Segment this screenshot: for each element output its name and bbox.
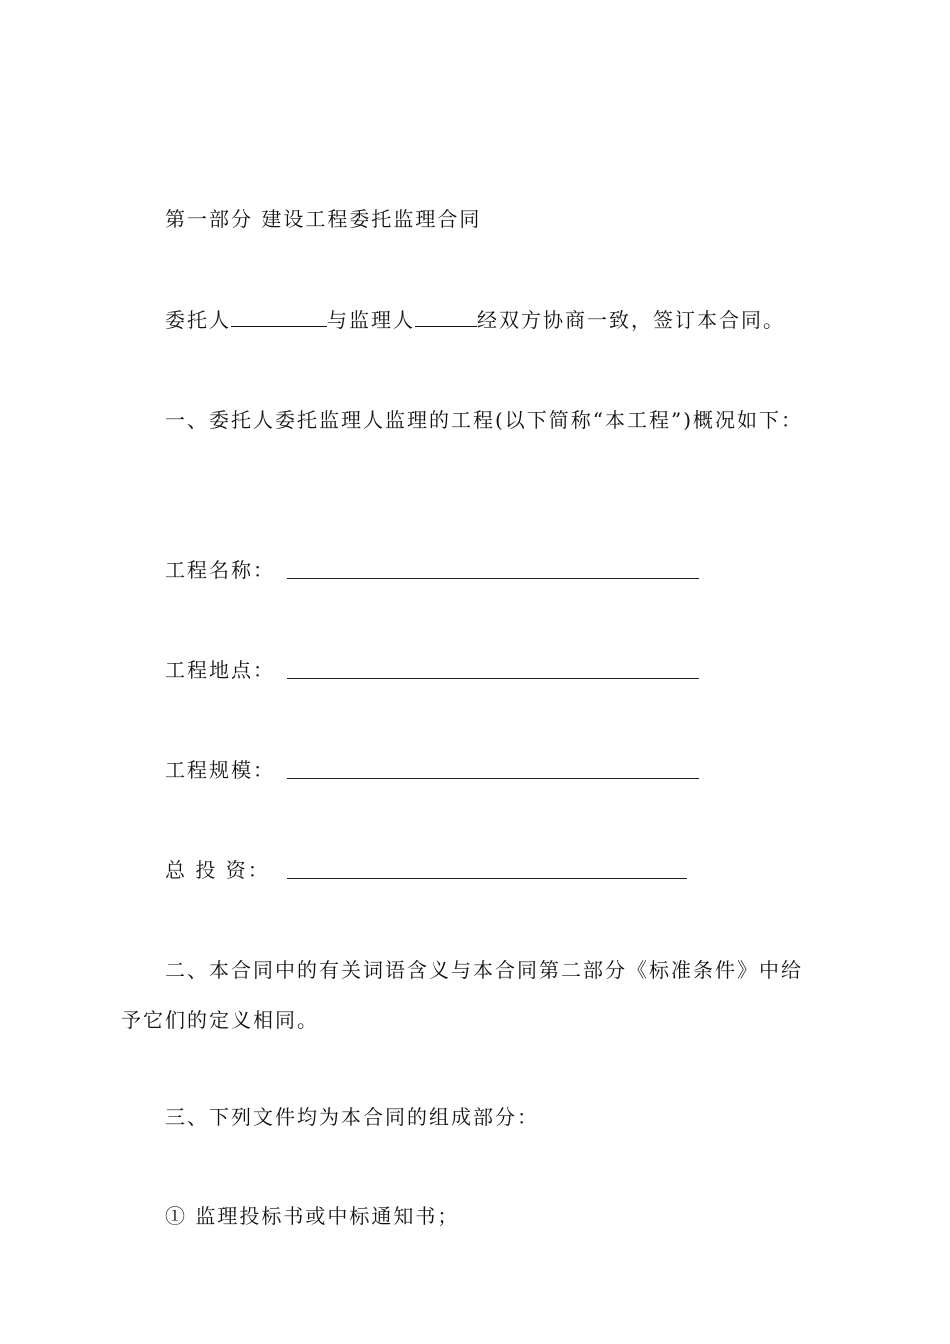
project-scale-blank — [287, 777, 699, 779]
project-name-blank — [287, 577, 699, 579]
supervisor-label: 与监理人 — [327, 308, 415, 332]
page-title: 第一部分 建设工程委托监理合同 — [165, 207, 482, 231]
supervisor-blank — [415, 308, 477, 327]
clause-two-line-2: 予它们的定义相同。 — [121, 1008, 319, 1032]
clause-two-line-1: 二、本合同中的有关词语含义与本合同第二部分《标准条件》中给 — [165, 958, 803, 982]
parties-line — [165, 307, 785, 333]
client-label: 委托人 — [165, 308, 231, 332]
project-scale-label: 工程规模： — [165, 758, 275, 782]
project-location-label: 工程地点： — [165, 658, 275, 682]
document-item-1: ① 监理投标书或中标通知书； — [165, 1204, 460, 1228]
total-investment-blank — [287, 877, 687, 879]
project-location-blank — [287, 677, 699, 679]
agreement-text: 经双方协商一致，签订本合同。 — [477, 308, 785, 332]
clause-three: 三、下列文件均为本合同的组成部分： — [165, 1105, 539, 1129]
total-investment-label: 总 投 资： — [165, 858, 270, 882]
clause-one: 一、委托人委托监理人监理的工程(以下简称“本工程”)概况如下： — [165, 408, 804, 432]
client-blank — [231, 308, 327, 327]
project-name-label: 工程名称： — [165, 558, 275, 582]
